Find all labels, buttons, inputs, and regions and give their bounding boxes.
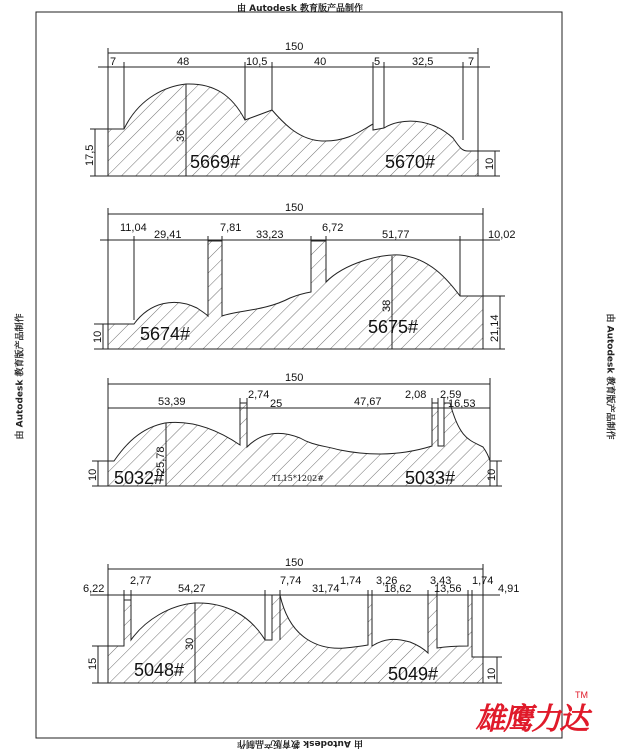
p4-dim-3: 54,27 (178, 583, 206, 595)
p2-code-b: 5675# (368, 317, 419, 337)
p2-dim-4: 33,23 (256, 229, 284, 241)
p4-code-a: 5048# (134, 660, 185, 680)
p4-dim-7: 3,26 (376, 575, 398, 587)
p4-dim-6: 31,74 (312, 583, 340, 595)
watermark-top: 由 Autodesk 教育版产品制作 (236, 4, 363, 14)
p3-height-left: 10 (87, 468, 99, 481)
p3-height-right: 10 (486, 468, 498, 481)
p4-dim-10: 13,56 (434, 583, 462, 595)
p3-code-a: 5032# (114, 468, 165, 488)
p2-dim-1: 11,04 (120, 222, 147, 234)
p4-height-peak: 30 (184, 637, 196, 650)
p2-code-a: 5674# (140, 324, 191, 344)
p4-height-right: 10 (486, 667, 498, 680)
p2-dim-5: 6,72 (322, 222, 344, 234)
p3-dim-7: 16,53 (448, 398, 476, 410)
p2-height-peak: 38 (381, 299, 393, 312)
p3-dim-2: 2,74 (248, 389, 270, 401)
p4-dim-5: 1,74 (340, 575, 362, 587)
p3-dim-1: 53,39 (158, 396, 186, 408)
p1-code-b: 5670# (385, 152, 436, 172)
p4-code-b: 5049# (388, 664, 439, 684)
p1-height-left: 17,5 (84, 144, 96, 166)
p3-note: TL15*1202# (272, 474, 324, 483)
p1-dim-3: 10,5 (246, 56, 268, 68)
watermark-left: 由 Autodesk 教育版产品制作 (15, 313, 26, 440)
p3-dim-5: 2,08 (405, 389, 427, 401)
profile-1 (90, 48, 500, 176)
p2-height-left: 10 (92, 330, 104, 343)
p4-dim-8: 18,62 (384, 583, 412, 595)
p3-code-b: 5033# (405, 468, 456, 488)
p3-dim-6: 2,59 (440, 389, 462, 401)
p1-dim-1: 7 (110, 56, 117, 68)
p1-dim-4: 40 (314, 56, 327, 68)
p4-dim-4: 7,74 (280, 575, 302, 587)
p1-dim-2: 48 (177, 56, 190, 68)
p4-dim-9: 3,43 (430, 575, 452, 587)
p2-dim-2: 29,41 (154, 229, 182, 241)
p2-dim-6: 51,77 (382, 229, 410, 241)
p4-dim-2: 2,77 (130, 575, 152, 587)
watermark-bottom: 由 Autodesk 教育版产品制作 (237, 738, 364, 748)
p4-overall-dim: 150 (285, 557, 304, 569)
p3-overall-dim: 150 (285, 372, 304, 384)
brand-logo: 雄鹰力达 (473, 702, 593, 737)
p2-height-right: 21,14 (489, 314, 501, 342)
p3-height-peak: 25,78 (155, 446, 167, 474)
p4-dim-1: 6,22 (83, 583, 105, 595)
watermark-right: 由 Autodesk 教育版产品制作 (604, 313, 615, 440)
p1-overall-dim: 150 (285, 41, 304, 53)
p2-dim-7: 10,02 (488, 229, 516, 241)
p1-code-a: 5669# (190, 152, 241, 172)
p2-overall-dim: 150 (285, 202, 304, 214)
p4-dim-11: 1,74 (472, 575, 494, 587)
p1-dim-6: 32,5 (412, 56, 434, 68)
p3-dim-4: 47,67 (354, 396, 382, 408)
p1-height-right: 10 (484, 157, 496, 170)
p1-height-peak: 36 (175, 129, 187, 142)
p4-height-left: 15 (87, 657, 99, 670)
brand-trademark: TM (575, 690, 588, 700)
p4-dim-12: 4,91 (498, 583, 520, 595)
p1-dim-7: 7 (468, 56, 475, 68)
p2-dim-3: 7,81 (220, 222, 242, 234)
p3-dim-3: 25 (270, 398, 283, 410)
p1-dim-5: 5 (374, 56, 381, 68)
